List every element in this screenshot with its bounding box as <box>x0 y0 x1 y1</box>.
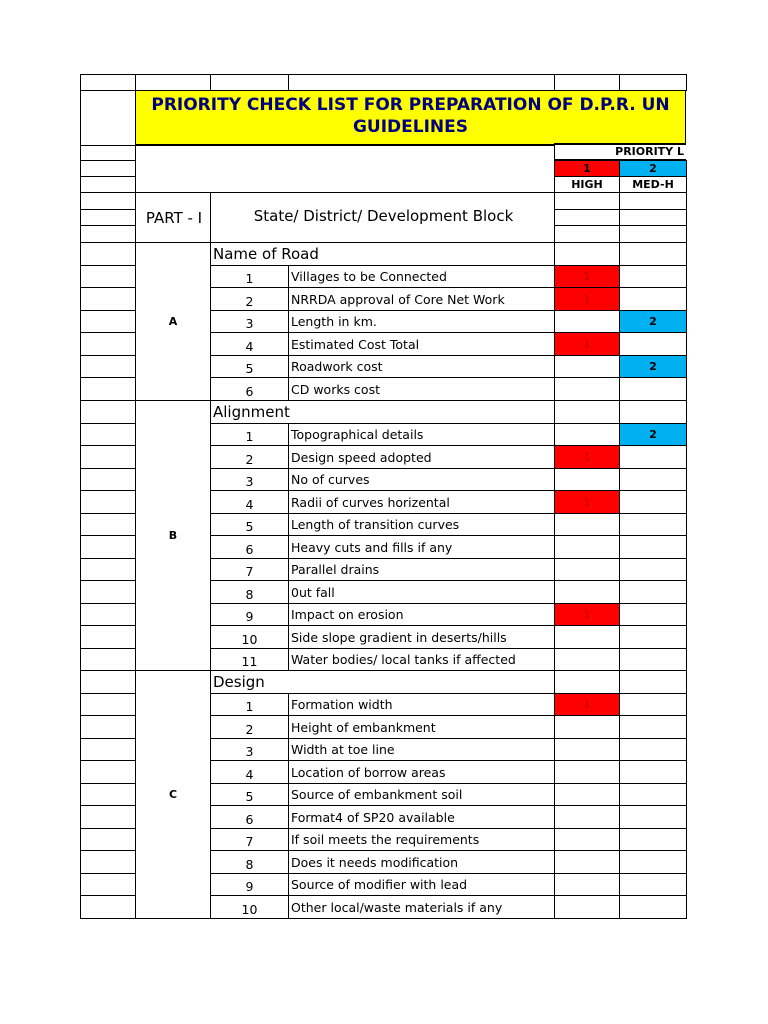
item-number: 5 <box>210 355 289 378</box>
item-number: 4 <box>210 760 289 784</box>
item-number: 2 <box>210 445 289 469</box>
blank-cell <box>619 715 687 739</box>
item-description: Heavy cuts and fills if any <box>288 535 555 559</box>
blank-cell <box>619 670 687 694</box>
item-number: 2 <box>210 287 289 311</box>
item-number: 3 <box>210 738 289 761</box>
blank-cell <box>619 760 687 784</box>
item-description: Roadwork cost <box>288 355 555 378</box>
blank-cell <box>80 558 136 581</box>
blank-cell <box>619 828 687 851</box>
item-number: 6 <box>210 535 289 559</box>
blank-cell <box>619 895 687 919</box>
sheet-title <box>135 90 686 145</box>
priority-high-marker: 1 <box>554 287 620 311</box>
blank-cell <box>619 513 687 536</box>
priority-high-marker: 1 <box>554 265 620 288</box>
blank-cell <box>554 648 620 671</box>
item-description: Parallel drains <box>288 558 555 581</box>
blank-cell <box>135 145 555 193</box>
blank-cell <box>80 625 136 649</box>
blank-cell <box>619 265 687 288</box>
priority-level-2: 2 <box>619 160 687 177</box>
item-description: Water bodies/ local tanks if affected <box>288 648 555 671</box>
blank-cell <box>80 242 136 266</box>
blank-cell <box>80 873 136 896</box>
blank-cell <box>619 400 687 424</box>
blank-cell <box>80 648 136 671</box>
item-number: 5 <box>210 513 289 536</box>
blank-cell <box>619 192 687 210</box>
blank-cell <box>80 535 136 559</box>
item-description: Length in km. <box>288 310 555 333</box>
blank-cell <box>619 332 687 356</box>
blank-cell <box>554 468 620 491</box>
section-letter: C <box>135 670 211 919</box>
blank-cell <box>554 74 620 91</box>
item-number: 6 <box>210 377 289 401</box>
section-letter: A <box>135 242 211 401</box>
blank-cell <box>619 377 687 401</box>
priority-high-marker: 1 <box>554 332 620 356</box>
item-description: Side slope gradient in deserts/hills <box>288 625 555 649</box>
blank-cell <box>80 176 136 193</box>
item-description: Source of modifier with lead <box>288 873 555 896</box>
blank-cell <box>619 468 687 491</box>
blank-cell <box>619 625 687 649</box>
item-number: 4 <box>210 332 289 356</box>
section-heading: Design <box>210 670 555 694</box>
item-number: 8 <box>210 580 289 604</box>
blank-cell <box>80 145 136 161</box>
priority-label-high: HIGH <box>554 176 620 193</box>
item-description: CD works cost <box>288 377 555 401</box>
blank-cell <box>80 209 136 226</box>
blank-cell <box>80 90 136 146</box>
blank-cell <box>619 580 687 604</box>
priority-high-marker: 1 <box>554 445 620 469</box>
blank-cell <box>619 225 687 243</box>
blank-cell <box>619 287 687 311</box>
blank-cell <box>80 760 136 784</box>
blank-cell <box>554 513 620 536</box>
blank-cell <box>619 558 687 581</box>
item-number: 8 <box>210 850 289 874</box>
item-description: Design speed adopted <box>288 445 555 469</box>
blank-cell <box>80 580 136 604</box>
item-number: 5 <box>210 783 289 806</box>
item-number: 6 <box>210 805 289 829</box>
priority-level-1: 1 <box>554 160 620 177</box>
blank-cell <box>80 850 136 874</box>
blank-cell <box>80 805 136 829</box>
blank-cell <box>80 468 136 491</box>
item-number: 4 <box>210 490 289 514</box>
blank-cell <box>554 670 620 694</box>
title-line-2: GUIDELINES <box>352 117 469 137</box>
item-description: Format4 of SP20 available <box>288 805 555 829</box>
item-description: Source of embankment soil <box>288 783 555 806</box>
blank-cell <box>554 850 620 874</box>
blank-cell <box>210 74 289 91</box>
blank-cell <box>80 670 136 694</box>
blank-cell <box>619 242 687 266</box>
priority-med-marker: 2 <box>619 310 687 333</box>
blank-cell <box>619 74 687 91</box>
item-description: Topographical details <box>288 423 555 446</box>
blank-cell <box>80 715 136 739</box>
blank-cell <box>80 423 136 446</box>
blank-cell <box>619 850 687 874</box>
blank-cell <box>554 242 620 266</box>
blank-cell <box>554 558 620 581</box>
priority-med-marker: 2 <box>619 355 687 378</box>
blank-cell <box>554 715 620 739</box>
item-number: 7 <box>210 558 289 581</box>
blank-cell <box>80 783 136 806</box>
blank-cell <box>80 513 136 536</box>
blank-cell <box>554 873 620 896</box>
blank-cell <box>619 648 687 671</box>
section-letter: B <box>135 400 211 671</box>
item-description: NRRDA approval of Core Net Work <box>288 287 555 311</box>
item-number: 1 <box>210 265 289 288</box>
blank-cell <box>554 192 620 210</box>
blank-cell <box>80 225 136 243</box>
priority-high-marker: 1 <box>554 603 620 626</box>
blank-cell <box>80 160 136 177</box>
blank-cell <box>554 895 620 919</box>
item-description: Other local/waste materials if any <box>288 895 555 919</box>
item-number: 1 <box>210 423 289 446</box>
priority-label-med-h: MED-H <box>619 176 687 193</box>
item-description: Impact on erosion <box>288 603 555 626</box>
item-number: 10 <box>210 625 289 649</box>
blank-cell <box>619 738 687 761</box>
blank-cell <box>80 738 136 761</box>
item-description: If soil meets the requirements <box>288 828 555 851</box>
priority-high-marker: 1 <box>554 693 620 716</box>
blank-cell <box>619 535 687 559</box>
blank-cell <box>619 873 687 896</box>
section-heading: Alignment <box>210 400 555 424</box>
item-description: Does it needs modification <box>288 850 555 874</box>
blank-cell <box>554 423 620 446</box>
blank-cell <box>80 332 136 356</box>
item-number: 11 <box>210 648 289 671</box>
part-title: State/ District/ Development Block <box>210 192 555 243</box>
item-number: 3 <box>210 468 289 491</box>
blank-cell <box>80 74 136 91</box>
blank-cell <box>619 490 687 514</box>
blank-cell <box>80 192 136 210</box>
blank-cell <box>80 490 136 514</box>
blank-cell <box>554 625 620 649</box>
item-number: 10 <box>210 895 289 919</box>
priority-level-header: PRIORITY L <box>554 143 686 160</box>
blank-cell <box>554 738 620 761</box>
priority-med-marker: 2 <box>619 423 687 446</box>
item-description: Villages to be Connected <box>288 265 555 288</box>
blank-cell <box>80 828 136 851</box>
priority-high-marker: 1 <box>554 490 620 514</box>
blank-cell <box>80 377 136 401</box>
blank-cell <box>554 828 620 851</box>
item-description: Height of embankment <box>288 715 555 739</box>
blank-cell <box>80 400 136 424</box>
part-label: PART - I <box>135 192 211 243</box>
item-description: Estimated Cost Total <box>288 332 555 356</box>
blank-cell <box>80 265 136 288</box>
item-number: 7 <box>210 828 289 851</box>
blank-cell <box>554 310 620 333</box>
item-number: 1 <box>210 693 289 716</box>
blank-cell <box>80 355 136 378</box>
blank-cell <box>554 355 620 378</box>
blank-cell <box>619 783 687 806</box>
blank-cell <box>554 805 620 829</box>
blank-cell <box>554 760 620 784</box>
blank-cell <box>554 225 620 243</box>
blank-cell <box>554 400 620 424</box>
item-description: 0ut fall <box>288 580 555 604</box>
blank-cell <box>619 603 687 626</box>
blank-cell <box>619 445 687 469</box>
blank-cell <box>80 287 136 311</box>
blank-cell <box>80 895 136 919</box>
item-number: 9 <box>210 873 289 896</box>
item-description: Formation width <box>288 693 555 716</box>
item-description: No of curves <box>288 468 555 491</box>
title-line-1: PRIORITY CHECK LIST FOR PREPARATION OF D.P.R. UN <box>151 95 670 115</box>
blank-cell <box>554 209 620 226</box>
blank-cell <box>80 603 136 626</box>
item-description: Width at toe line <box>288 738 555 761</box>
blank-cell <box>554 580 620 604</box>
blank-cell <box>135 74 211 91</box>
blank-cell <box>619 805 687 829</box>
item-number: 9 <box>210 603 289 626</box>
blank-cell <box>554 377 620 401</box>
blank-cell <box>554 783 620 806</box>
blank-cell <box>80 693 136 716</box>
item-number: 3 <box>210 310 289 333</box>
blank-cell <box>619 693 687 716</box>
item-description: Length of transition curves <box>288 513 555 536</box>
blank-cell <box>288 74 555 91</box>
blank-cell <box>80 445 136 469</box>
item-description: Radii of curves horizental <box>288 490 555 514</box>
item-description: Location of borrow areas <box>288 760 555 784</box>
blank-cell <box>554 535 620 559</box>
section-heading: Name of Road <box>210 242 555 266</box>
blank-cell <box>619 209 687 226</box>
item-number: 2 <box>210 715 289 739</box>
blank-cell <box>80 310 136 333</box>
